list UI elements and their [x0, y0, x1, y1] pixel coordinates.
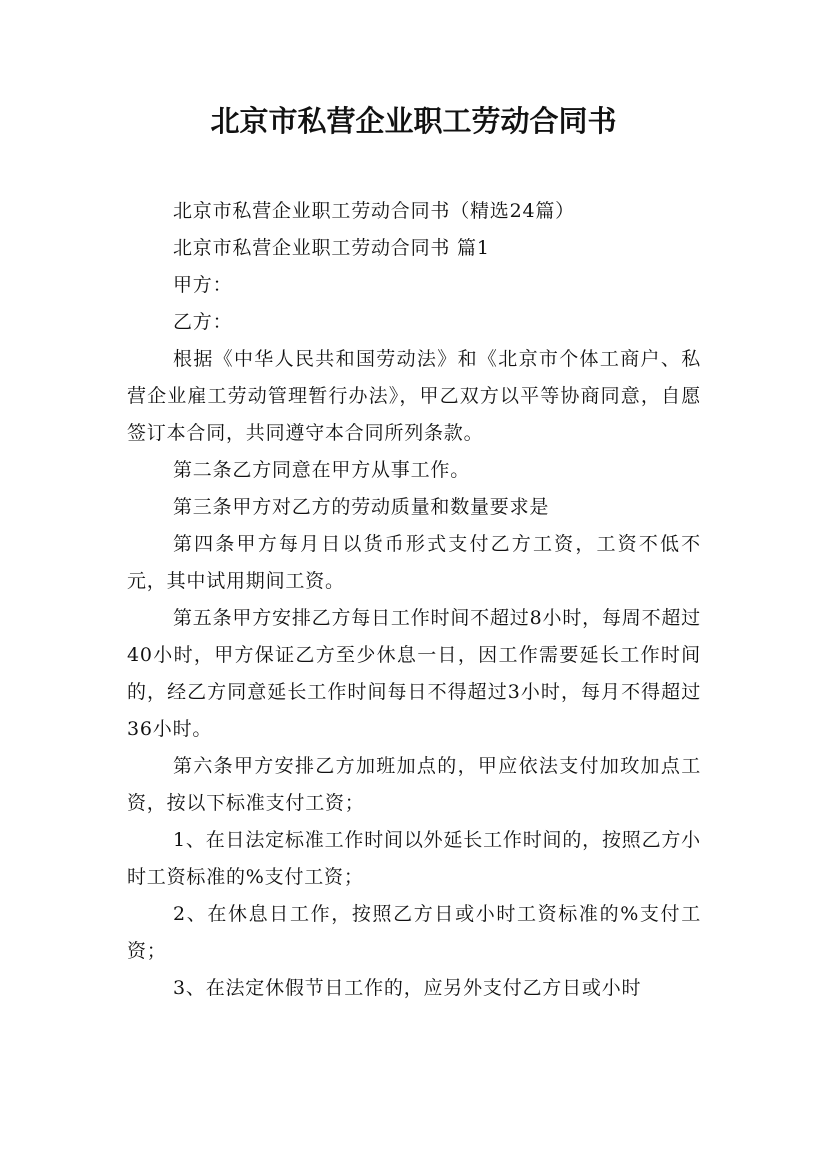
- paragraph-party-a: 甲方：: [173, 274, 233, 296]
- paragraph-collection-title: 北京市私营企业职工劳动合同书（精选24篇）: [173, 200, 575, 222]
- paragraph-article-3: 第三条甲方对乙方的劳动质量和数量要求是: [173, 496, 550, 518]
- document-title: 北京市私营企业职工劳动合同书: [210, 104, 617, 138]
- paragraph-article-2: 第二条乙方同意在甲方从事工作。: [173, 459, 471, 481]
- paragraph-item-1: 1、在日法定标准工作时间以外延长工作时间的，按照乙方小时工资标准的%支付工资；: [127, 829, 701, 888]
- paragraph-preamble: 根据《中华人民共和国劳动法》和《北京市个体工商户、私营企业雇工劳动管理暂行办法》，甲乙双方以平等协商同意，自愿签订本合同，共同遵守本合同所列条款。: [127, 348, 701, 444]
- paragraph-party-b: 乙方：: [173, 311, 233, 333]
- paragraph-section-heading: 北京市私营企业职工劳动合同书 篇1: [173, 237, 490, 259]
- paragraph-article-4: 第四条甲方每月日以货币形式支付乙方工资，工资不低不元，其中试用期间工资。: [127, 533, 701, 592]
- document-body: [127, 193, 701, 1007]
- paragraph-article-6: 第六条甲方安排乙方加班加点的，甲应依法支付加玫加点工资，按以下标准支付工资；: [127, 755, 701, 814]
- paragraph-article-5: 第五条甲方安排乙方每日工作时间不超过8小时，每周不超过40小时，甲方保证乙方至少休息一日，因工作需要延长工作时间的，经乙方同意延长工作时间每日不得超过3小时，每月不得超过36小时。: [127, 607, 701, 740]
- paragraph-item-3: 3、在法定休假节日工作的，应另外支付乙方日或小时: [173, 977, 642, 999]
- paragraph-item-2: 2、在休息日工作，按照乙方日或小时工资标准的%支付工资；: [127, 903, 701, 962]
